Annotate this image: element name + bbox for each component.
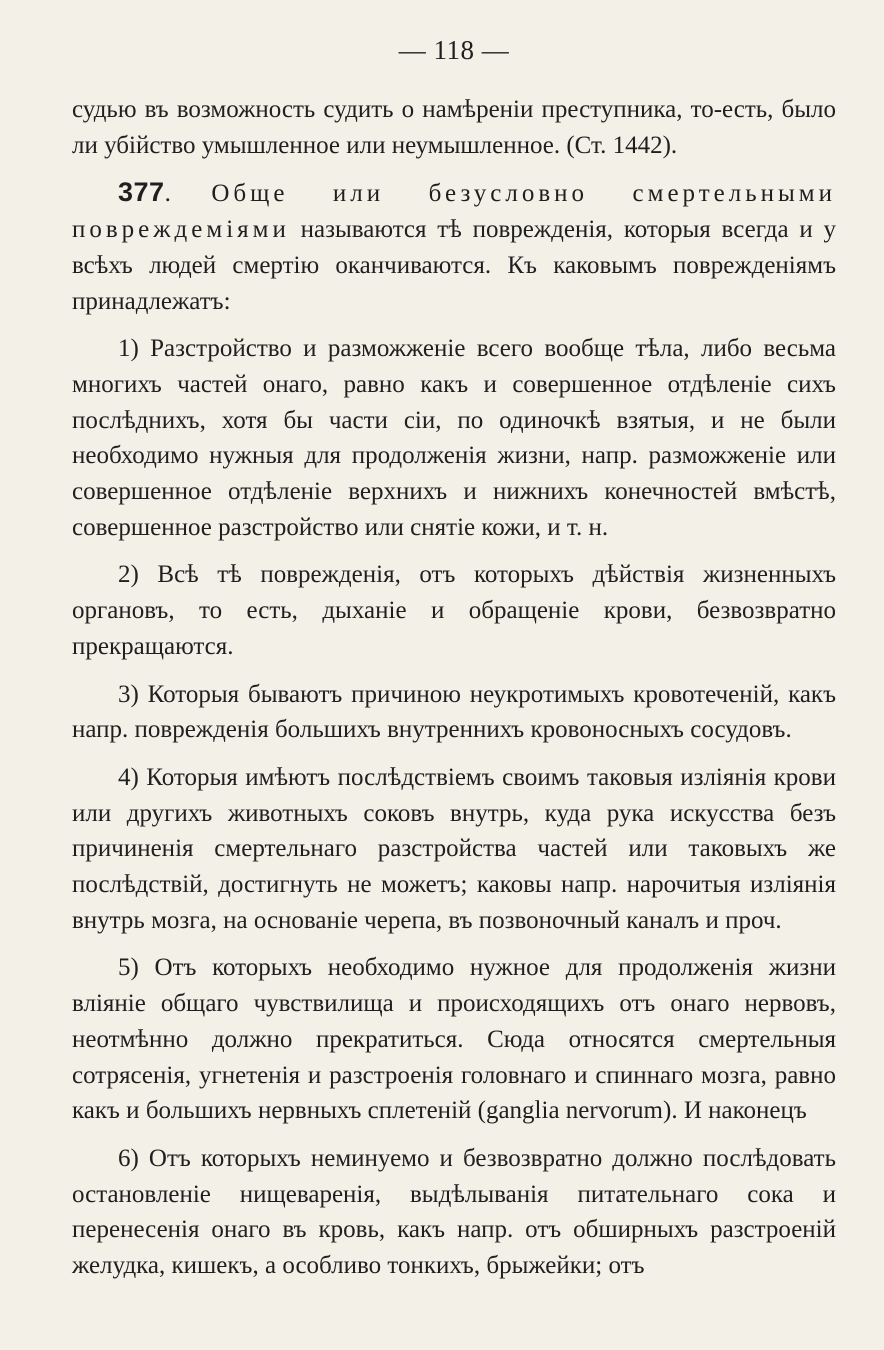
list-item-1: 1) Разстройство и разможженіе всего вообще тѣла, либо весьма многихъ частей онаго, равно какъ и совершенное отдѣленіе сихъ послѣднихъ, хотя бы части сіи, по одиночкѣ взятыя, и не были необходимо нужныя для продолженія жизни, напр. разможженіе или совершенное отдѣленіе верхнихъ и нижнихъ конечностей вмѣстѣ, совершенное разстройство или снятіе кожи, и т. н. [72, 335, 836, 541]
section-spaced-heading: Обще или безусловно смертельными повреждеміями [72, 180, 836, 244]
section-dot: . [164, 180, 171, 208]
page-number-header: — 118 — [398, 35, 510, 65]
list-item-3: 3) Которыя бываютъ причиною неукротимыхъ кровотеченій, какъ напр. поврежденія большихъ внутреннихъ кровоносныхъ сосудовъ. [72, 680, 836, 744]
section-number: 377 [118, 177, 165, 208]
list-item-4: 4) Которыя имѣютъ послѣдствіемъ своимъ таковыя изліянія крови или другихъ животныхъ соковъ внутрь, куда рука искусства безъ причиненія смертельнаго разстройства частей или таковыхъ же послѣдствій, достигнуть не можетъ; каковы напр. нарочитыя изліянія внутрь мозга, на основаніе черепа, въ позвоночный каналъ и проч. [72, 763, 836, 934]
page-text [72, 92, 836, 1284]
section-377-paragraph [72, 175, 836, 319]
section-definition-text: называются тѣ поврежденія, которыя всегда и у всѣхъ людей смертію оканчиваются. Къ каковымъ поврежденіямъ принадлежатъ: [72, 216, 836, 315]
intro-paragraph: судью въ возможность судить о намѣреніи преступника, то-есть, было ли убійство умышленное или неумышленное. (Ст. 1442). [72, 96, 836, 159]
list-item-6: 6) Отъ которыхъ неминуемо и безвозвратно должно послѣдовать остановленіе нищеваренія, выдѣлыванія питательнаго сока и перенесенія онаго въ кровь, какъ напр. отъ обширныхъ разстроеній желудка, кишекъ, а особливо тонкихъ, брыжейки; отъ [72, 1144, 836, 1280]
list-item-2: 2) Всѣ тѣ поврежденія, отъ которыхъ дѣйствія жизненныхъ органовъ, то есть, дыханіе и обращеніе крови, безвозвратно прекращаются. [72, 561, 836, 660]
list-item-5: 5) Отъ которыхъ необходимо нужное для продолженія жизни вліяніе общаго чувствилища и происходящихъ отъ онаго нервовъ, неотмѣнно должно прекратиться. Сюда относятся смертельныя сотрясенія, угнетенія и разстроенія головнаго и спиннаго мозга, равно какъ и большихъ нервныхъ сплетеній (gangliа nervorum). И наконецъ [72, 954, 836, 1125]
